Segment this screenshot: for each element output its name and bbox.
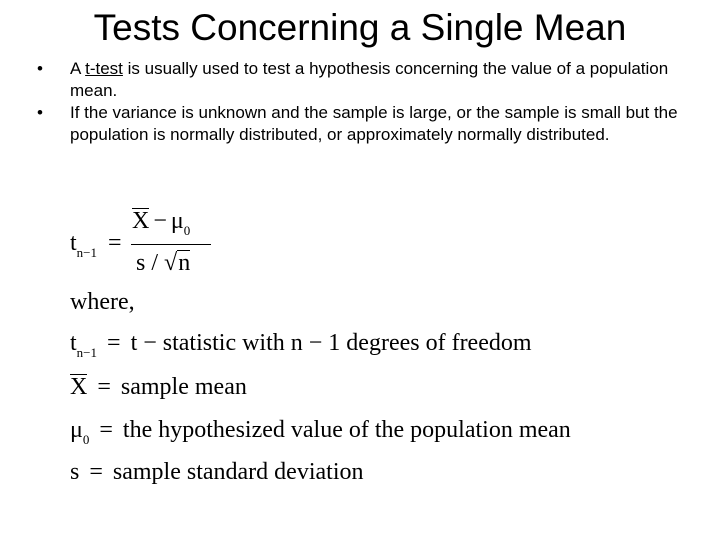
bullet-text-pre: A (70, 59, 86, 78)
fraction-bar (131, 244, 211, 245)
bullet-marker: • (37, 103, 43, 122)
def-mu-description: the hypothesized value of the population mean (122, 417, 571, 443)
formula-s: s (136, 250, 146, 276)
def-t-subscript: n−1 (76, 345, 98, 360)
formula-mu-subscript: 0 (183, 223, 191, 238)
formula-equals: = (108, 230, 122, 256)
bullet-item-ttest (30, 58, 690, 102)
def-t-description: t − statistic with n − 1 degrees of freedom (130, 330, 532, 356)
bullet-marker: • (37, 59, 43, 78)
def-t-equals: = (107, 330, 121, 356)
formula-mu: μ (170, 208, 184, 234)
formula-t-subscript: n−1 (76, 245, 98, 260)
def-s-symbol: s (70, 459, 80, 485)
formula-denominator (136, 250, 190, 277)
bullet-text: If the variance is unknown and the sample is large, or the sample is small but the population is normally distributed, or approximately normally distributed. (70, 103, 678, 144)
where-label: where, (70, 289, 135, 315)
slide-title: Tests Concerning a Single Mean (93, 7, 627, 48)
def-mu-equals: = (99, 417, 113, 443)
def-mu-subscript: 0 (82, 432, 90, 447)
def-mu-symbol: μ (70, 417, 83, 443)
sqrt-expression (164, 250, 190, 277)
bullet-item-conditions (30, 102, 690, 146)
definition-s (70, 459, 363, 486)
definition-t (70, 330, 532, 360)
def-xbar-symbol: X (70, 374, 88, 400)
formula-minus: − (153, 208, 167, 234)
def-s-equals: = (89, 459, 103, 485)
sqrt-symbol: √ (164, 250, 178, 276)
def-xbar-equals: = (97, 374, 111, 400)
def-xbar-description: sample mean (120, 374, 247, 400)
definition-mu (70, 417, 571, 447)
t-test-link[interactable]: t-test (85, 59, 123, 78)
formula-xbar: X (132, 208, 150, 234)
bullet-text-post: is usually used to test a hypothesis concerning the value of a population mean. (70, 59, 669, 100)
definition-xbar (70, 374, 247, 401)
formula-lhs (70, 230, 98, 260)
formula-numerator (132, 208, 191, 238)
bullet-list (30, 58, 690, 146)
def-s-description: sample standard deviation (112, 459, 364, 485)
formula-slash: / (151, 250, 159, 276)
def-t-symbol: t (70, 330, 77, 356)
formula-n: n (178, 250, 191, 276)
formula-t-symbol: t (70, 230, 77, 256)
t-statistic-formula (68, 204, 268, 284)
